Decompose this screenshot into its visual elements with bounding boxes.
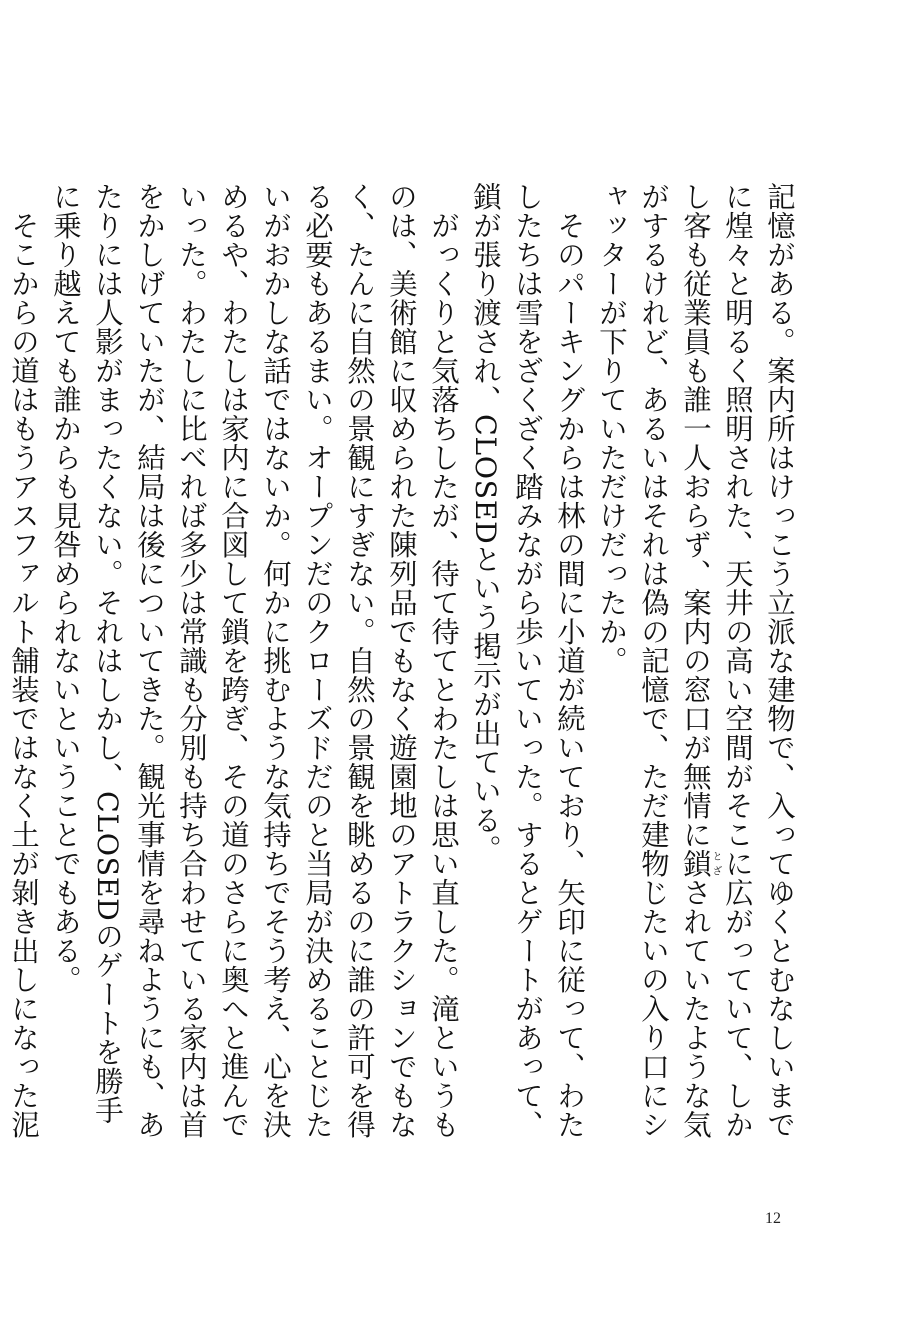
ruby-reading: とざ [710,849,721,878]
closed-word: CLOSED [469,414,502,545]
ruby-annotation: 鎖とざ [679,849,721,878]
closed-word: CLOSED [91,791,124,922]
paragraph-3: がっくりと気落ちしたが、待て待てとわたしは思い直した。滝というものは、美術館に収められた陳列品でもなく遊園地のアトラクションでもなく、たんに自然の景観にすぎない。自然の景観を眺めるのに誰の許可を得る必要もあるまい。オープンだのクローズドだのと当局が決めることじたいがおかしな話ではないか。何かに挑むような気持ちでそう考え、心を決めるや、わたしは家内に合図して鎖を跨ぎ、その道のさらに奥へと進んでいった。わたしに比べれば多少は常識も分別も持ち合わせている家内は首をかしげていたが、結局は後についてきた。観光事情を尋ねようにも、あたりには人影がまったくない。それはしかし、CLOSEDのゲートを勝手に乗り越えても誰からも見咎められないということでもある。 [49,182,460,1139]
paragraph-1: 記憶がある。案内所はけっこう立派な建物で、入ってゆくとむなしいまでに煌々と明るく照明された、天井の高い空間がそこに広がっていて、しかし客も従業員も誰一人おらず、案内の窓口が無情に鎖とざされていたような気がするけれど、あるいはそれは偽の記憶で、ただ建物じたいの入り口にシャッターが下りていただけだったか。 [595,182,796,1139]
vertical-text-body [7,182,800,1152]
paragraph-4: そこからの道はもうアスファルト舗装ではなく土が剝き出しになった泥 [7,210,40,1139]
page-number: 12 [765,1210,781,1227]
paragraph-2: そのパーキングからは林の間に小道が続いており、矢印に従って、わたしたちは雪をざくざく踏みながら歩いていった。するとゲートがあって、鎖が張り渡され、CLOSEDという掲示が出ている。 [469,182,586,1139]
